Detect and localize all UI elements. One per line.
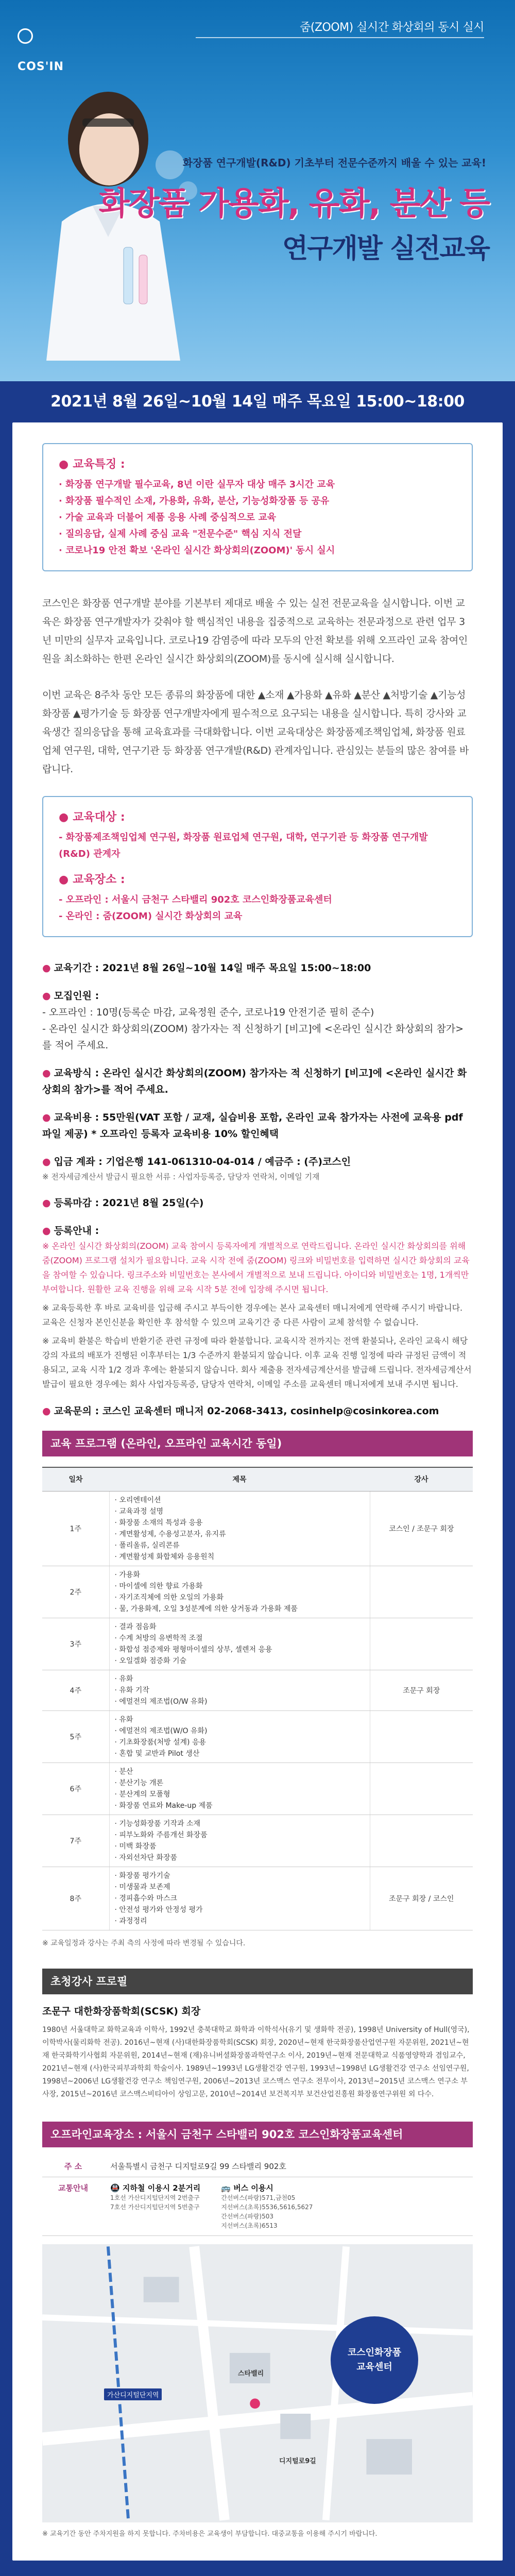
bus-title: 🚌 버스 이용시 [221,2183,273,2193]
topic-item: · 오일겔화 점증화 기술 [114,1656,187,1665]
col-topic: 제목 [109,1467,370,1491]
place-title: ● 교육장소 : [59,873,125,886]
place-item: - 온라인 : 줌(ZOOM) 실시간 화상회의 교육 [59,911,243,922]
intro-paragraph: 코스인은 화장품 연구개발 분야를 기본부터 제대로 배울 수 있는 실전 전문교육을 실시합니다. 이번 교육은 화장품 연구개발자가 갖춰야 할 핵심적인 내용을 집중적으로 교육하는 전문과정으로 관련 업무 3년 미만의 실무자 교육입니다. 코로나19 감염증에 따라 모두의 안전 확보를 위해 오프라인 교육 참여인원을 최소화하는 한편 온라인 실시간 화상회의(ZOOM)를 동시에 실시해 실시합니다. [42,598,468,665]
bus-line: 간선버스(파랑)571,금천05 [221,2194,296,2201]
bullet-icon: ● [42,1405,51,1417]
week-cell: 3주 [42,1618,109,1670]
topic-item: · 폴리올류, 실리콘류 [114,1541,180,1550]
lecturer-cell: 조문구 회장 / 코스인 [370,1867,473,1930]
week-cell: 8주 [42,1867,109,1930]
info-notes: ● 등록안내 : ※ 온라인 실시간 화상회의(ZOOM) 교육 참여시 등록자에게 개별적으로 연락드립니다. 온라인 실시간 화상회의를 위해 줌(ZOOM) 프로그램 설치가 필요합니다. 교육 시작 전에 줌(ZOOM) 링크와 비밀번호를 입력하면 실시간 화상회의 교육을 참여할 수 있습니다. 링크주소와 비밀번호는 본사에서 개별적으로 보내 드립니다. 아이디와 비밀번호는 1명, 1개씩만 부여합니다. 원활한 교육 진행을 위해 교육 시작 5분 전에 입장해 주시면 됩니다. ※ 교육등록한 후 바로 교육비를 입금해 주시고 부득이한 경우에는 본사 교육센터 매니저에게 연락해 주시기 바랍니다. 교육은 신청자 본인신분을 확인한 후 참석할 수 있으며 교육기간 중 다른 사람이 교체 참석할 수 없습니다. ※ 교육비 환불은 학습비 반환기준 관련 규정에 따라 환불합니다. 교육시작 전까지는 전액 환불되나, 온라인 교육시 해당 강의 자료의 배포가 진행된 이후부터는 1/3 수준까지 환불되지 않습니다. 이후 교육 진행 일정에 따라 규정된 금액이 적용되고, 교육 시작 1/2 경과 후에는 환불되지 않습니다. 회사 제출용 전자세금계산서를 발급해 드립니다. 전자세금계산서 발급이 필요한 경우에는 회사 사업자등록증, 담당자 연락처, 이메일 주소를 교육센터 매니저에게 보내 주시면 됩니다. [42,1223,473,1392]
table-row [42,2156,473,2177]
zoom-note: ※ 온라인 실시간 화상회의(ZOOM) 교육 참여시 등록자에게 개별적으로 연락드립니다. 온라인 실시간 화상회의를 위해 줌(ZOOM) 프로그램 설치가 필요합니다. 교육 시작 전에 줌(ZOOM) 링크와 비밀번호를 입력하면 실시간 화상회의 교육을 참여할 수 있습니다. 링크주소와 비밀번호는 본사에서 개별적으로 보내 드립니다. 아이디와 비밀번호는 1명, 1개씩만 부여합니다. 원활한 교육 진행을 위해 교육 시작 5분 전에 입장해 주시면 됩니다. [42,1241,470,1294]
info-contact: ● 교육문의 : 코스인 교육센터 매니저 02-2068-3413, cosinhelp@cosinkorea.com [42,1405,439,1417]
target-text: - 화장품제조책임업체 연구원, 화장품 원료업체 연구원, 대학, 연구기관 등 화장품 연구개발(R&D) 관계자 [59,832,428,859]
table-row [42,1710,473,1762]
hero-tagline: 줌(ZOOM) 실시간 화상회의 동시 실시 [300,21,484,34]
lecturer-cell [370,1762,473,1815]
bus-line: 간선버스(파랑)503 [221,2212,274,2220]
hero-title-line1: 화장품 가용화, 유화, 분산 등 [98,184,489,222]
professor-heading: 초청강사 프로필 [42,1969,473,1994]
topic-item: · 화장품 평가기술 [114,1871,170,1880]
topic-item: · 유화 [114,1715,133,1724]
hero-date-bar: 2021년 8월 26일~10월 14일 매주 목요일 15:00~18:00 [0,381,515,422]
topic-item: · 기능성화장품 기작과 소재 [114,1819,201,1828]
features-item: · 코로나19 안전 확보 '온라인 실시간 화상회의(ZOOM)' 동시 실시 [59,545,335,556]
topic-cell [109,1670,370,1710]
address-value: 서울특별시 금천구 디지털로9길 99 스타밸리 902호 [104,2156,473,2177]
topic-item: · 미백 화장품 [114,1842,157,1851]
bullet-icon: ● [42,962,51,974]
intro-paragraph: 이번 교육은 8주차 동안 모든 종류의 화장품에 대한 ▲소재 ▲가용화 ▲유화 ▲분산 ▲처방기술 ▲기능성화장품 ▲평가기술 등 화장품 연구개발자에게 필수적으로 요구되는 내용을 실시합니다. 특히 강사와 교육생간 질의응답을 통해 교육효과를 극대화합니다. 이번 교육대상은 화장품제조책임업체, 화장품 원료업체 연구원, 대학, 연구기관 등 화장품 연구개발(R&D) 관계자입니다. 관심있는 분들의 많은 참여를 바랍니다. [42,689,469,775]
lecturer-cell [370,1710,473,1762]
topic-item: · 분산 [114,1767,133,1776]
table-row [42,1867,473,1930]
hero-subtitle: 화장품 연구개발(R&D) 기초부터 전문수준까지 배울 수 있는 교육! [182,157,486,169]
schedule-heading: 교육 프로그램 (온라인, 오프라인 교육시간 동일) [42,1431,473,1456]
place-item: - 오프라인 : 서울시 금천구 스타밸리 902호 코스인화장품교육센터 [59,894,332,905]
lecturer-cell [370,1815,473,1867]
divider [196,37,484,38]
topic-item: · 미생물과 보존제 [114,1883,170,1891]
info-method: ● 교육방식 : 온라인 실시간 화상회의(ZOOM) 참가자는 적 신청하기 [비고]에 <온라인 실시간 화상회의 참가>를 적어 주세요. [42,1067,467,1095]
transit-value [104,2177,473,2235]
features-title: ● 교육특징 : [59,458,125,471]
features-item: · 질의응답, 실제 사례 중심 교육 "전문수준" 핵심 지식 전달 [59,529,302,539]
table-header-row [42,1467,473,1491]
topic-item: · 피부노화와 주름개선 화장품 [114,1831,208,1839]
topic-item: · 유화 [114,1674,133,1683]
topic-item: · 분산계의 모폴형 [114,1790,170,1799]
location-heading: 오프라인교육장소 : 서울시 금천구 스타밸리 902호 코스인화장품교육센터 [42,2122,473,2147]
bullet-icon: ● [42,1197,51,1209]
lecturer-cell: 코스인 / 조문구 회장 [370,1491,473,1566]
topic-item: · 자외선차단 화장품 [114,1853,178,1862]
bullet-icon: ● [42,1067,51,1079]
week-cell: 7주 [42,1815,109,1867]
topic-item: · 에멀전의 제조법(W/O 유화) [114,1726,208,1735]
topic-item: · 마이셀에 의한 향료 가용화 [114,1582,203,1590]
topic-item: · 에멀전의 제조법(O/W 유화) [114,1697,208,1706]
target-list [59,829,456,862]
capacity-online: - 온라인 실시간 화상회의(ZOOM) 참가자는 적 신청하기 [비고]에 <온라인 실시간 화상회의 참가>를 적어 주세요. [42,1023,464,1051]
topic-cell [109,1618,370,1670]
info-list [42,960,473,1419]
target-title: ● 교육대상 : [59,811,125,824]
map-road-label: 디지털로9길 [279,2457,316,2465]
lecturer-cell [370,1566,473,1618]
features-item: · 화장품 연구개발 필수교육, 8년 이란 실무자 대상 매주 3시간 교육 [59,479,335,490]
location-table [42,2156,473,2236]
topic-item: · 계면활성제 화합체와 응용원칙 [114,1552,215,1561]
topic-item: · 화장품 연료와 Make-up 제품 [114,1801,213,1810]
topic-item: · 혼합 및 교반과 Pilot 생산 [114,1749,200,1758]
map-building-label: 스타밸리 [238,2369,264,2378]
parking-note: ※ 교육기간 동안 주차지원을 하지 못합니다. 주차비용은 교육생이 부담합니다. 대중교통을 이용해 주시기 바랍니다. [42,2530,377,2538]
topic-item: · 유화 기작 [114,1686,149,1694]
lecturer-cell: 조문구 회장 [370,1670,473,1710]
week-cell: 1주 [42,1491,109,1566]
bullet-icon: ● [59,811,69,824]
content-area [0,422,515,2573]
topic-cell [109,1762,370,1815]
topic-cell [109,1710,370,1762]
features-item: · 가술 교육과 더불어 제품 응용 사례 중심적으로 교육 [59,512,277,523]
table-row [42,1491,473,1566]
week-cell: 6주 [42,1762,109,1815]
features-item: · 화장품 필수적인 소재, 가용화, 유화, 분산, 기능성화장품 등 공유 [59,496,330,506]
professor-bio: 1980년 서울대학교 화학교육과 이학사, 1992년 충북대학교 화학과 이학석사(유기 및 생화학 전공), 1998년 University of Hull(영국), 이학박사(물리화학 전공). 2016년~현재 (사)대한화장품학회(SCSK) 회장, 2020년~현재 한국화장품산업연구원 자문위원, 2021년~현재 한국화학기사협회 자문위원, 2014년~현재 (재)유니버셜화장품과학연구소 이사, 2019년~현재 전문대학교 식품영양학과 겸임교수, 2021년~현재 (사)한국피부과학회 학술이사. 1989년~1993년 LG생활건강 연구원, 1993년~1998년 LG생활건강 연구소 선임연구원, 1998년~2006년 LG생활건강 연구소 책임연구원, 2006년~2013년 코스맥스 연구소 전무이사, 2013년~2015년 코스맥스 연구소 부사장, 2015년~2016년 코스맥스비티아이 상임고문, 2010년~2014년 보건복지부 보건산업진흥원 화장품연구위원 외 다수. [42,2025,470,2098]
bullet-icon: ● [42,1156,51,1167]
bullet-icon: ● [42,1112,51,1123]
topic-item: · 과정정리 [114,1917,147,1925]
map-location-badge: 코스인화장품 교육센터 [331,2316,418,2404]
info-account: ● 입금 계좌 : 기업은행 141-061310-04-014 / 예금주 : (주)코스인 ※ 전자세금계산서 발급시 필요한 서류 : 사업자등록증, 담당자 연락처, 이메일 기재 [42,1154,473,1183]
subway-line: 1호선 가산디지털단지역 2번출구 [110,2194,200,2201]
topic-item: · 오리엔테이션 [114,1496,161,1504]
lecturer-cell [370,1618,473,1670]
hero-banner [0,0,515,422]
topic-cell [109,1815,370,1867]
address-label: 주 소 [42,2156,104,2177]
bullet-icon: ● [42,990,51,1002]
table-row [42,2177,473,2235]
topic-cell [109,1491,370,1566]
topic-item: · 화장품 소재의 특성과 응용 [114,1518,203,1527]
refund-note: ※ 교육비 환불은 학습비 반환기준 관련 규정에 따라 환불합니다. 교육시작 전까지는 전액 환불되나, 온라인 교육시 해당 강의 자료의 배포가 진행된 이후부터는 1/3 수준까지 환불되지 않습니다. 이후 교육 진행 일정에 따라 규정된 금액이 적용되고, 교육 시작 1/2 경과 후에는 환불되지 않습니다. 회사 제출용 전자세금계산서를 발급해 드립니다. 전자세금계산서 발급이 필요한 경우에는 회사 사업자등록증, 담당자 연락처, 이메일 주소를 교육센터 매니저에게 보내 주시면 됩니다. [42,1336,472,1389]
table-row [42,1815,473,1867]
topic-item: · 수계 처방의 유변학적 조절 [114,1634,203,1642]
bus-info [221,2182,313,2230]
topic-item: · 안전성 평가와 안정성 평가 [114,1905,203,1914]
target-box [42,796,473,937]
logo-mark-icon [18,28,33,44]
payment-note: ※ 교육등록한 후 바로 교육비를 입금해 주시고 부득이한 경우에는 본사 교육센터 매니저에게 연락해 주시기 바랍니다. 교육은 신청자 본인신분을 확인한 후 참석할 수 있으며 교육기간 중 다른 사람이 교체 참석할 수 없습니다. [42,1303,463,1327]
bus-line: 지선버스(초록)5536,5616,5627 [221,2203,313,2211]
features-list [59,477,456,559]
topic-item: · 기초화장품(처방 설계) 응용 [114,1738,206,1747]
table-row [42,1762,473,1815]
map-station-label: 가산디지털단지역 [104,2388,162,2400]
bullet-icon: ● [42,1225,51,1236]
account-note: ※ 전자세금계산서 발급시 필요한 서류 : 사업자등록증, 담당자 연락처, 이메일 기재 [42,1172,320,1181]
table-row [42,1566,473,1618]
topic-item: · 가용화 [114,1570,140,1579]
content-card [12,422,503,2561]
col-lecturer: 강사 [370,1467,473,1491]
subway-icon: 🚇 [110,2183,123,2193]
topic-item: · 물, 가용화제, 오일 3성분계에 의한 상거동과 가용화 제품 [114,1604,298,1613]
subway-title: 🚇 지하철 이용시 2분거리 [110,2183,201,2193]
topic-item: · 화합성 점증제와 평형마이셀의 상부, 셀렌저 응용 [114,1645,272,1654]
subway-line: 7호선 가산디지털단지역 5번출구 [110,2203,200,2211]
bullet-icon: ● [59,873,69,886]
week-cell: 4주 [42,1670,109,1710]
week-cell: 5주 [42,1710,109,1762]
table-row [42,1618,473,1670]
info-fee: ● 교육비용 : 55만원(VAT 포함 / 교재, 실습비용 포함, 온라인 교육 참가자는 사전에 교육용 pdf 파일 제공) * 오프라인 등록자 교육비용 10% 할인혜택 [42,1112,463,1140]
topic-item: · 경피흡수와 마스크 [114,1894,178,1903]
topic-item: · 계면활성제, 수용성고분자, 유지류 [114,1530,226,1538]
week-cell: 2주 [42,1566,109,1618]
topic-item: · 자기조직체에 의한 오일의 가용화 [114,1593,224,1602]
brand-logo: COS'IN [18,21,74,52]
transit-label: 교통안내 [42,2177,104,2235]
capacity-offline: - 오프라인 : 10명(등록순 마감, 교육정원 준수, 코로나19 안전기준 필히 준수) [42,1007,374,1018]
topic-cell [109,1867,370,1930]
place-list [59,892,456,925]
topic-item: · 교육과정 설명 [114,1507,163,1516]
location-map[interactable] [42,2244,473,2522]
hero-title-line2: 연구개발 실전교육 [282,233,489,264]
info-period: ● 교육기간 : 2021년 8월 26일~10월 14일 매주 목요일 15:00~18:00 [42,962,371,974]
info-deadline: ● 등록마감 : 2021년 8월 25일(수) [42,1197,204,1209]
subway-info [110,2182,200,2230]
info-capacity: ● 모집인원 : - 오프라인 : 10명(등록순 마감, 교육정원 준수, 코로나19 안전기준 필히 준수) - 온라인 실시간 화상회의(ZOOM) 참가자는 적 신청하기 [비고]에 <온라인 실시간 화상회의 참가>를 적어 주세요. [42,988,473,1054]
schedule-table [42,1467,473,1930]
bus-icon: 🚌 [221,2183,234,2193]
topic-item: · 결과 점음화 [114,1622,157,1631]
professor-name: 조문구 대한화장품학회(SCSK) 회장 [42,2005,201,2017]
topic-cell [109,1566,370,1618]
features-box [42,443,473,571]
topic-item: · 분산기능 개론 [114,1778,163,1787]
col-week: 일차 [42,1467,109,1491]
bullet-icon: ● [59,458,69,471]
table-row [42,1670,473,1710]
schedule-note: ※ 교육일정과 강사는 주최 측의 사정에 따라 변경될 수 있습니다. [42,1939,246,1947]
bus-line: 지선버스(초록)6513 [221,2222,278,2229]
